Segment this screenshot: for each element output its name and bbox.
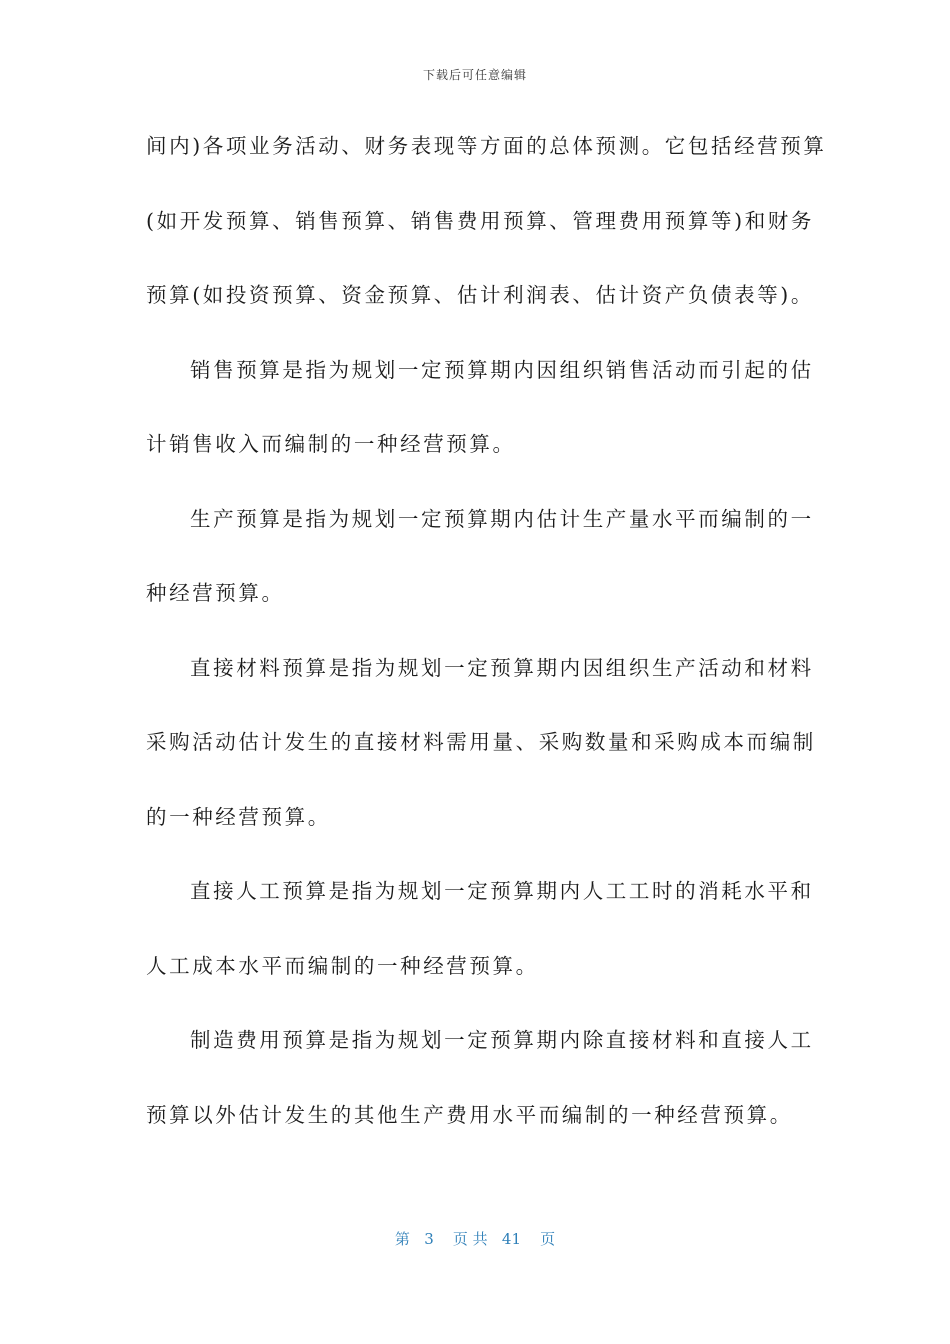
text-line: 采购活动估计发生的直接材料需用量、采购数量和采购成本而编制 [146, 730, 816, 754]
footer-suffix: 页 [540, 1230, 556, 1248]
text-line: 的一种经营预算。 [146, 804, 331, 829]
text-line: 制造费用预算是指为规划一定预算期内除直接材料和直接人工 [190, 1028, 814, 1052]
text-line: 预算(如投资预算、资金预算、估计利润表、估计资产负债表等)。 [146, 283, 814, 307]
page-footer [0, 1228, 950, 1249]
header-note: 下载后可任意编辑 [422, 68, 527, 82]
current-page-number: 3 [424, 1230, 434, 1248]
text-line: 种经营预算。 [146, 581, 285, 605]
footer-prefix: 第 [394, 1230, 410, 1248]
footer-middle: 页 共 [452, 1230, 488, 1248]
text-line: 人工成本水平而编制的一种经营预算。 [146, 953, 539, 978]
text-line: 预算以外估计发生的其他生产费用水平而编制的一种经营预算。 [146, 1102, 793, 1127]
text-line: 销售预算是指为规划一定预算期内因组织销售活动而引起的估 [190, 357, 814, 382]
text-line: 直接材料预算是指为规划一定预算期内因组织生产活动和材料 [190, 655, 814, 680]
text-line: 生产预算是指为规划一定预算期内估计生产量水平而编制的一 [190, 506, 814, 531]
text-line: 间内)各项业务活动、财务表现等方面的总体预测。它包括经营预算 [146, 134, 827, 158]
text-line: (如开发预算、销售预算、销售费用预算、管理费用预算等)和财务 [146, 208, 814, 233]
text-line: 直接人工预算是指为规划一定预算期内人工工时的消耗水平和 [190, 879, 814, 903]
document-body [146, 124, 827, 1167]
text-line: 计销售收入而编制的一种经营预算。 [146, 432, 516, 456]
total-pages-number: 41 [501, 1230, 522, 1248]
